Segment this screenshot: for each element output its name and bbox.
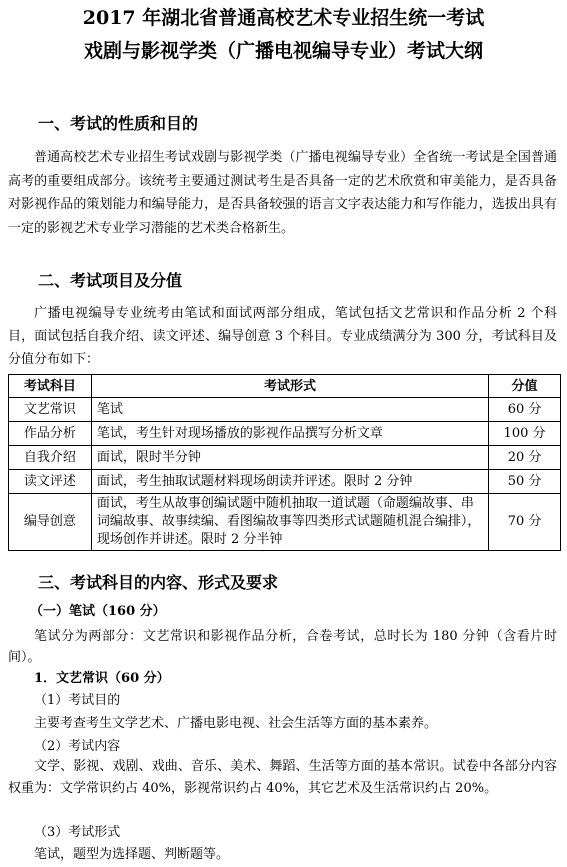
item-2-label: （2）考试内容	[34, 739, 121, 754]
table-cell-score: 50 分	[489, 470, 561, 494]
table-cell-score: 100 分	[489, 422, 561, 446]
table-header-score: 分值	[489, 375, 561, 398]
table-cell-form: 笔试	[91, 398, 488, 422]
table-row	[9, 446, 561, 470]
table-row	[9, 398, 561, 422]
table-cell-score: 20 分	[489, 446, 561, 470]
table-cell-subject: 自我介绍	[9, 446, 92, 470]
table-cell-subject: 读文评述	[9, 470, 92, 494]
part-1-paragraph: 笔试分为两部分：文艺常识和影视作品分析，合卷考试，总时长为 180 分钟（含看片时间）。	[8, 629, 557, 665]
section-2-heading: 二、考试项目及分值	[38, 271, 183, 290]
table-cell-form: 面试，考生抽取试题材料现场朗读并评述。限时 2 分钟	[91, 470, 488, 494]
table-cell-score: 60 分	[489, 398, 561, 422]
item-1-label: （1）考试目的	[34, 693, 121, 708]
item-3-text: 笔试，题型为选择题、判断题等。	[34, 847, 230, 862]
section-1-paragraph: 普通高校艺术专业招生考试戏剧与影视学类（广播电视编导专业）全省统一考试是全国普通高考的重要组成部分。该统考主要通过测试考生是否具备一定的艺术欣赏和审美能力，是否具备对影视作品的策划能力和编导能力，是否具备较强的语言文字表达能力和写作能力，选拔出具有一定的影视艺术专业学习潜能的艺术类合格新生。	[8, 150, 557, 236]
part-1-heading: （一）笔试（160 分）	[30, 604, 166, 619]
table-row	[9, 470, 561, 494]
table-cell-form: 面试，考生从故事创编试题中随机抽取一道试题（命题编故事、串词编故事、故事续编、看图编故事等四类形式试题随机混合编排），现场创作并讲述。限时 2 分半钟	[91, 494, 488, 551]
table-cell-form: 面试，限时半分钟	[91, 446, 488, 470]
table-cell-score: 70 分	[489, 494, 561, 551]
table-cell-subject: 作品分析	[9, 422, 92, 446]
item-3-label: （3）考试形式	[34, 825, 121, 840]
section-1-heading: 一、考试的性质和目的	[38, 114, 199, 133]
score-table	[8, 374, 561, 551]
section-3-heading: 三、考试科目的内容、形式及要求	[38, 573, 279, 592]
subsection-1-heading: 1．文艺常识（60 分）	[34, 671, 170, 686]
table-cell-form: 笔试，考生针对现场播放的影视作品撰写分析文章	[91, 422, 488, 446]
table-row	[9, 494, 561, 551]
document-title-line-2: 戏剧与影视学类（广播电视编导专业）考试大纲	[83, 40, 483, 62]
item-2-text: 文学、影视、戏剧、戏曲、音乐、美术、舞蹈、生活等方面的基本常识。试卷中各部分内容权重为：文学常识约占 40%，影视常识约占 40%，其它艺术及生活常识约占 20%。	[8, 759, 557, 796]
document-title-line-1: 2017 年湖北省普通高校艺术专业招生统一考试	[82, 7, 485, 29]
section-2-paragraph: 广播电视编导专业统考由笔试和面试两部分组成，笔试包括文艺常识和作品分析 2 个科目，面试包括自我介绍、读文评述、编导创意 3 个科目。专业成绩满分为 300 分，考试科目及分值分布如下：	[8, 306, 557, 367]
table-header-subject: 考试科目	[9, 375, 92, 398]
table-header-form: 考试形式	[91, 375, 488, 398]
item-1-text: 主要考查考生文学艺术、广播电影电视、社会生活等方面的基本素养。	[34, 716, 438, 731]
table-cell-subject: 编导创意	[9, 494, 92, 551]
table-header-row	[9, 375, 561, 398]
table-cell-subject: 文艺常识	[9, 398, 92, 422]
table-row	[9, 422, 561, 446]
